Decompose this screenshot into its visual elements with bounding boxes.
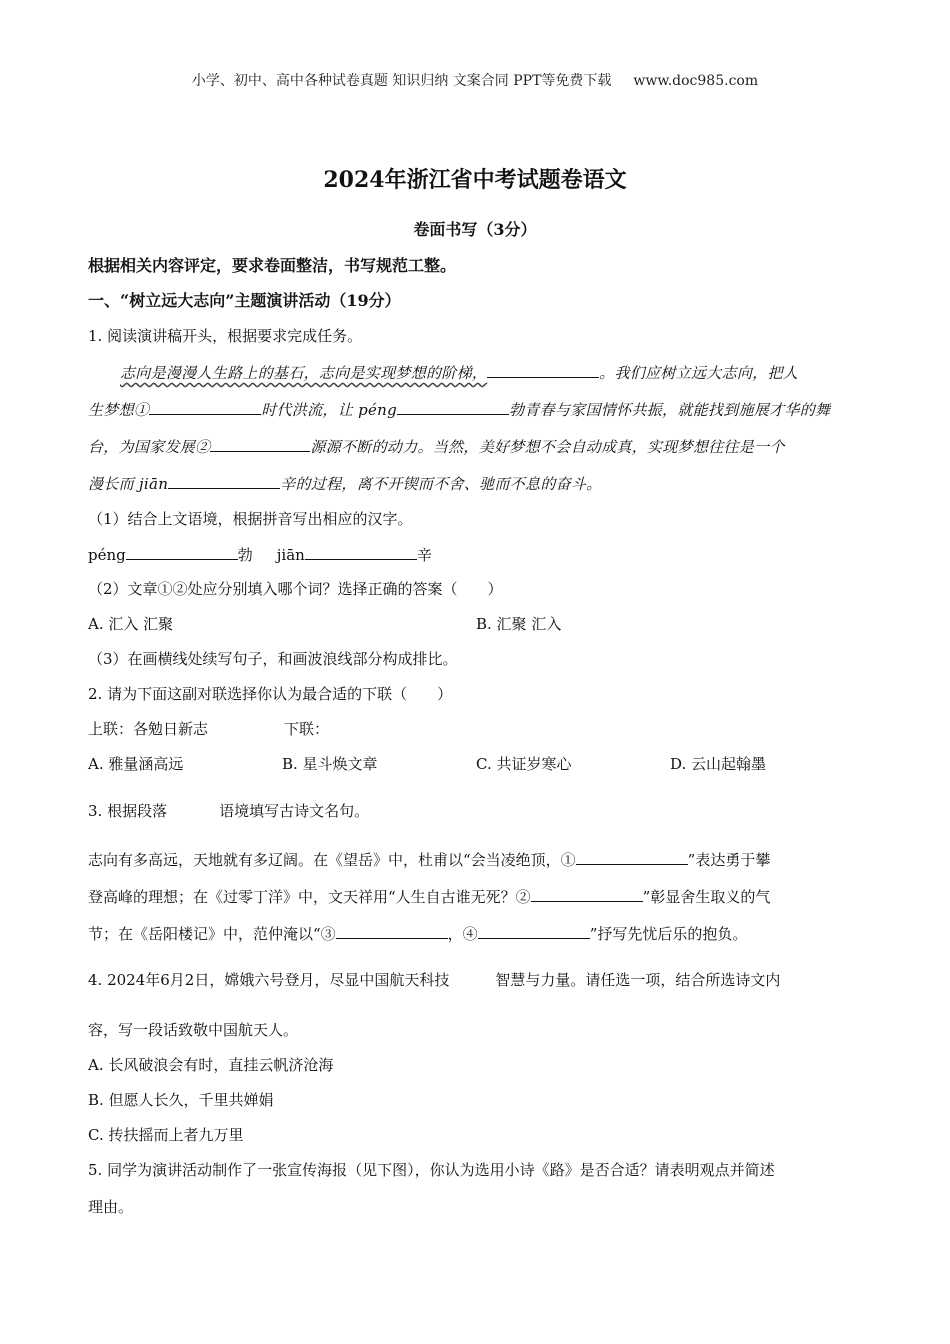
q5-line-2: 理由。 [88,1198,134,1216]
q1-continuation-blank[interactable] [487,362,599,378]
q2-upper-couplet: 上联：各勉日新志 [88,720,209,738]
q3-text: ”表达勇于攀 [687,851,771,869]
q4-option-c[interactable]: C. 抟扶摇而上者九万里 [88,1126,244,1144]
pinyin-jian: jiān [276,546,305,564]
q1-passage-text: 生梦想① [88,401,150,419]
q4-line-1 [88,970,780,990]
q1-sub-3: （3）在画横线处续写句子，和画波浪线部分构成排比。 [88,650,458,668]
q1-pinyin-row [88,544,432,565]
q2-lower-couplet: 下联： [284,720,330,738]
q3-blank-2[interactable] [531,886,643,902]
answer-blank-jian[interactable] [305,544,417,560]
q3-line-3 [88,923,747,944]
char-xin: 辛 [416,546,432,564]
q3-text: ，④ [447,925,478,943]
q4-text: 智慧与力量。请任选一项，结合所选诗文内 [495,971,781,989]
q2-option-c[interactable]: C. 共证岁寒心 [476,755,572,773]
q1-passage-text: 源源不断的动力。当然，美好梦想不会自动成真，实现梦想往往是一个 [310,438,785,456]
q1-passage-text: 勃青春与家国情怀共振，就能找到施展才华的舞 [509,401,831,419]
q1-passage-text: 台，为国家发展② [88,438,211,456]
exam-title: 2024年浙江省中考试题卷语文 [323,167,627,193]
q3-stem [88,801,369,821]
pinyin-peng: péng [88,546,126,564]
q1-stem: 1. 阅读演讲稿开头，根据要求完成任务。 [88,327,363,345]
q3-stem-text: 语境填写古诗文名句。 [219,802,370,820]
char-bo: 勃 [237,546,253,564]
q3-text: ”抒写先忧后乐的抱负。 [589,925,748,943]
answer-blank-peng[interactable] [126,544,238,560]
q2-stem: 2. 请为下面这副对联选择你认为最合适的下联（ ） [88,685,453,703]
handwriting-instruction: 根据相关内容评定，要求卷面整洁，书写规范工整。 [88,256,457,275]
q1-sub-1: （1）结合上文语境，根据拼音写出相应的汉字。 [88,510,413,528]
page-header [0,70,950,90]
q2-couplet-row [88,719,329,739]
q1-sub-2: （2）文章①②处应分别填入哪个词？选择正确的答案（ ） [88,580,503,598]
q3-blank-1[interactable] [576,849,688,865]
q1-passage-line-3 [88,436,785,457]
q1-blank-peng[interactable] [397,399,509,415]
q4-option-a[interactable]: A. 长风破浪会有时，直挂云帆济沧海 [88,1056,334,1074]
header-text: 小学、初中、高中各种试卷真题 知识归纳 文案合同 PPT等免费下载 [191,73,612,89]
q3-blank-3[interactable] [336,923,448,939]
q1-passage-text: 。我们应树立远大志向，把人 [599,364,799,382]
q4-line-2: 容，写一段话致敬中国航天人。 [88,1021,299,1039]
q4-option-b[interactable]: B. 但愿人长久，千里共婵娟 [88,1091,274,1109]
q3-text: ”彰显舍生取义的气 [642,888,771,906]
q1-passage-wavy-text: 志向是漫漫人生路上的基石，志向是实现梦想的阶梯， [120,364,488,382]
q1-passage-text: 漫长而 jiān [88,475,169,493]
q1-blank-1[interactable] [149,399,261,415]
q1-passage-line-1 [120,362,798,383]
q1-option-a[interactable]: A. 汇入 汇聚 [88,615,174,633]
q2-option-a[interactable]: A. 雅量涵高远 [88,755,184,773]
q5-line-1: 5. 同学为演讲活动制作了一张宣传海报（见下图），你认为选用小诗《路》是否合适？请表明观点并简述 [88,1161,775,1179]
q2-option-b[interactable]: B. 星斗焕文章 [282,755,378,773]
q3-text: 志向有多高远，天地就有多辽阔。在《望岳》中，杜甫以“会当凌绝顶，① [88,851,576,869]
q3-line-1 [88,849,770,870]
q3-text: 节；在《岳阳楼记》中，范仲淹以“③ [88,925,336,943]
q1-option-b[interactable]: B. 汇聚 汇入 [476,615,562,633]
q1-blank-2[interactable] [210,436,310,452]
q3-blank-4[interactable] [478,923,590,939]
q1-passage-line-4 [88,473,602,494]
q3-stem-text: 3. 根据段落 [88,802,168,820]
q1-passage-line-2 [88,399,830,420]
q4-text: 4. 2024年6月2日，嫦娥六号登月，尽显中国航天科技 [88,971,450,989]
handwriting-title: 卷面书写（3分） [413,220,537,239]
q3-text: 登高峰的理想；在《过零丁洋》中，文天祥用“人生自古谁无死？② [88,888,531,906]
q1-passage-text: 时代洪流，让 péng [261,401,398,419]
header-site-link[interactable]: www.doc985.com [633,73,759,89]
q3-line-2 [88,886,770,907]
q1-passage-text: 辛的过程，离不开锲而不舍、驰而不息的奋斗。 [280,475,602,493]
q1-blank-jian[interactable] [168,473,280,489]
q2-option-d[interactable]: D. 云山起翰墨 [670,755,767,773]
section-1-heading: 一、“树立远大志向”主题演讲活动（19分） [88,291,401,310]
